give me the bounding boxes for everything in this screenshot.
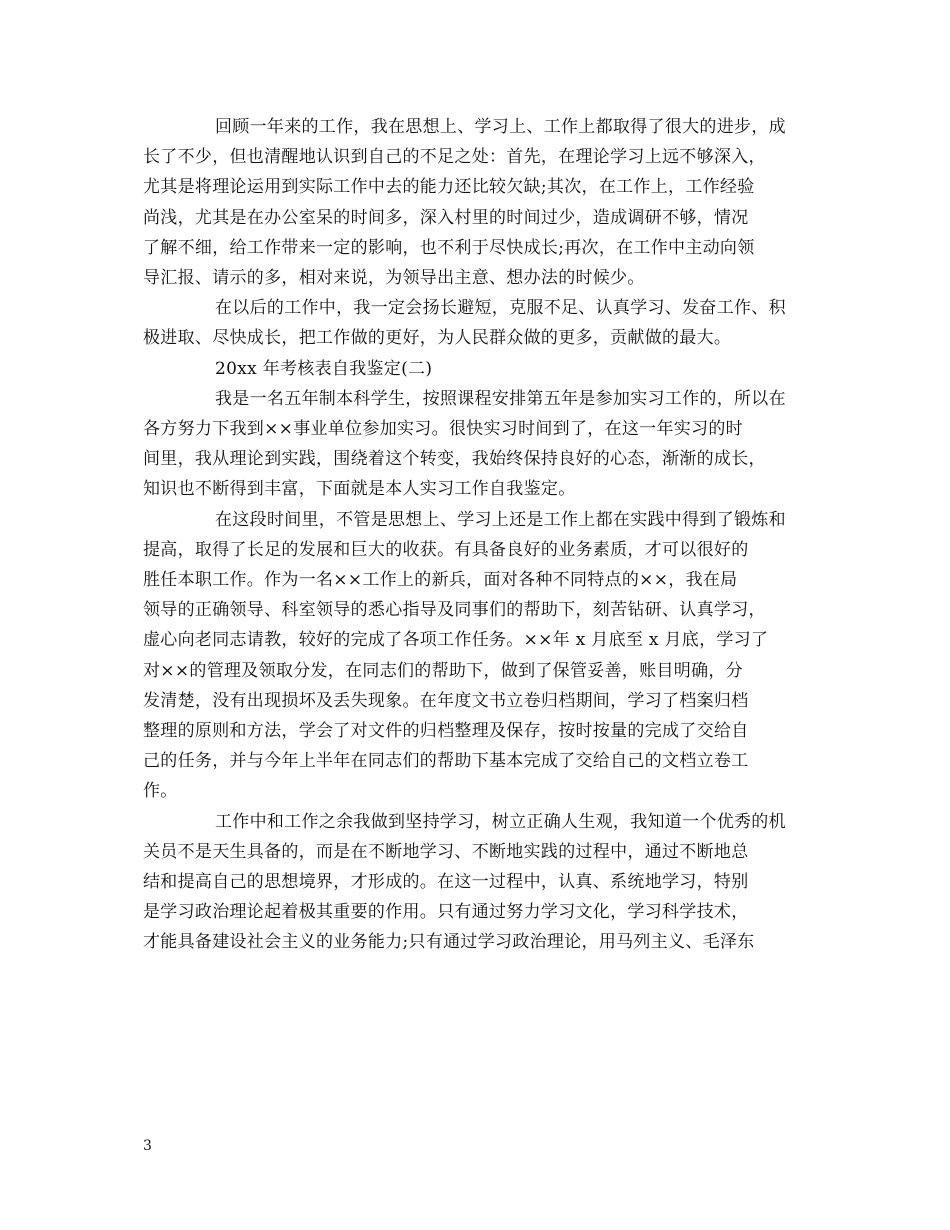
text-line: 结和提高自己的思想境界，才形成的。在这一过程中，认真、系统地学习，特别 <box>143 872 749 893</box>
text-line: 作。 <box>143 781 178 802</box>
text-line: 20xx 年考核表自我鉴定(二) <box>215 358 433 379</box>
text-line: 尚浅，尤其是在办公室呆的时间多，深入村里的时间过少，造成调研不够，情况 <box>143 207 749 228</box>
text-line: 胜任本职工作。作为一名××工作上的新兵，面对各种不同特点的××，我在局 <box>143 570 738 591</box>
text-line: 尤其是将理论运用到实际工作中去的能力还比较欠缺;其次，在工作上，工作经验 <box>143 177 755 198</box>
text-line: 极进取、尽快成长，把工作做的更好，为人民群众做的更多，贡献做的最大。 <box>143 328 732 349</box>
text-line: 是学习政治理论起着极其重要的作用。只有通过努力学习文化，学习科学技术， <box>143 902 749 923</box>
text-line: 了解不细，给工作带来一定的影响，也不利于尽快成长;再次，在工作中主动向领 <box>143 237 755 258</box>
text-line: 虚心向老同志请教，较好的完成了各项工作任务。××年 x 月底至 x 月底，学习了 <box>143 630 769 651</box>
text-line: 知识也不断得到丰富，下面就是本人实习工作自我鉴定。 <box>143 479 576 500</box>
text-line: 工作中和工作之余我做到坚持学习，树立正确人生观，我知道一个优秀的机 <box>215 811 786 832</box>
text-line: 间里，我从理论到实践，围绕着这个转变，我始终保持良好的心态，渐渐的成长， <box>143 449 766 470</box>
text-line: 领导的正确领导、科室领导的悉心指导及同事们的帮助下，刻苦钻研、认真学习， <box>143 600 766 621</box>
text-line: 我是一名五年制本科学生，按照课程安排第五年是参加实习工作的，所以在 <box>215 388 786 409</box>
text-line: 发清楚，没有出现损坏及丢失现象。在年度文书立卷归档期间，学习了档案归档 <box>143 690 749 711</box>
text-line: 各方努力下我到××事业单位参加实习。很快实习时间到了，在这一年实习的时 <box>143 419 743 440</box>
text-line: 提高，取得了长足的发展和巨大的收获。有具备良好的业务素质，才可以很好的 <box>143 539 749 560</box>
text-line: 对××的管理及领取分发，在同志们的帮助下，做到了保管妥善，账目明确，分 <box>143 660 743 681</box>
text-line: 才能具备建设社会主义的业务能力;只有通过学习政治理论，用马列主义、毛泽东 <box>143 932 755 953</box>
text-line: 己的任务，并与今年上半年在同志们的帮助下基本完成了交给自己的文档立卷工 <box>143 751 749 772</box>
text-line: 长了不少，但也清醒地认识到自己的不足之处：首先，在理论学习上远不够深入， <box>143 147 766 168</box>
paragraph <box>143 807 809 958</box>
paragraph <box>143 354 809 384</box>
text-line: 导汇报、请示的多，相对来说，为领导出主意、想办法的时候少。 <box>143 268 645 289</box>
text-line: 关员不是天生具备的，而是在不断地学习、不断地实践的过程中，通过不断地总 <box>143 841 749 862</box>
paragraph <box>143 112 809 293</box>
paragraph <box>143 505 809 807</box>
paragraph <box>143 293 809 353</box>
text-line: 在以后的工作中，我一定会扬长避短，克服不足、认真学习、发奋工作、积 <box>215 298 786 319</box>
document-body <box>143 112 809 958</box>
text-line: 在这段时间里，不管是思想上、学习上还是工作上都在实践中得到了锻炼和 <box>215 509 786 530</box>
page-number: 3 <box>143 1138 152 1154</box>
paragraph <box>143 384 809 505</box>
text-line: 整理的原则和方法，学会了对文件的归档整理及保存，按时按量的完成了交给自 <box>143 721 749 742</box>
text-line: 回顾一年来的工作，我在思想上、学习上、工作上都取得了很大的进步，成 <box>215 117 786 137</box>
